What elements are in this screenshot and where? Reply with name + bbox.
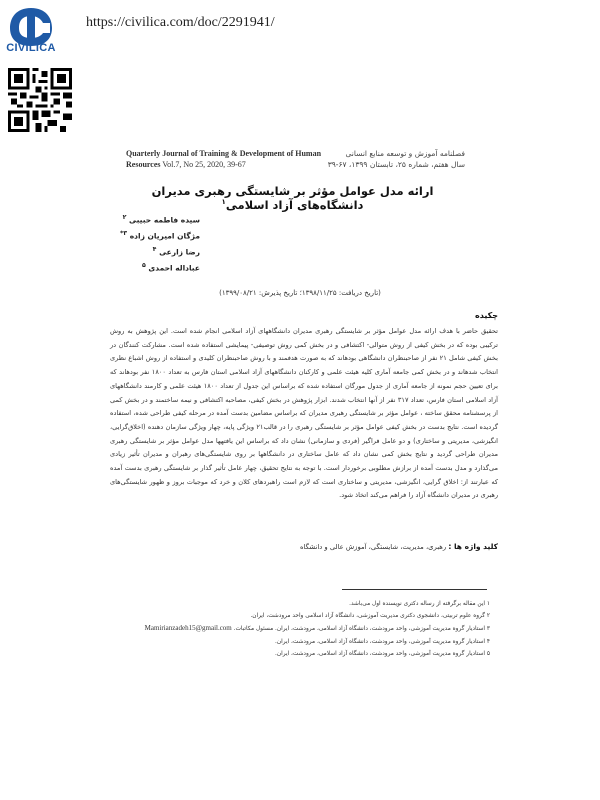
author — [100, 259, 200, 275]
author-name: سیده فاطمه حبیبی — [129, 215, 200, 225]
footnote-divider — [342, 589, 487, 590]
author-note: ۳* — [120, 230, 128, 237]
title-footnote-ref: ۱ — [221, 198, 226, 207]
journal-issue-en: Vol.7, No 25, 2020, 39-67 — [162, 160, 246, 169]
qr-code-icon — [8, 68, 72, 132]
keywords-label: کلید واژه ها : — [448, 542, 498, 551]
received-accepted-dates: (تاریخ دریافت: ۱۳۹۸/۱۱/۲۵؛ تاریخ پذیرش: ۱۳۹۹/۰۸/۲۱) — [219, 289, 381, 297]
author-note: ۲ — [122, 214, 127, 221]
author-list — [100, 211, 200, 275]
footnote-text: استادیار گروه مدیریت آموزشی، واحد مرودشت، دانشگاه آزاد اسلامی، مرودشت، ایران. مسئول مکاتبات. — [233, 626, 486, 633]
journal-header-en — [126, 148, 326, 170]
footnote-text: گروه علوم تربیتی، دانشجوی دکتری مدیریت آموزشی، دانشگاه آزاد اسلامی واحد مرودشت، ایران. — [250, 613, 486, 620]
keywords-value: رهبری، مدیریت، شایستگی، آموزش عالی و دانشگاه — [300, 543, 447, 551]
journal-name-fa: فصلنامه آموزش و توسعه منابع انسانی — [345, 149, 465, 158]
author-name: رضا زارعی — [159, 247, 200, 257]
footnote-text: استادیار گروه مدیریت آموزشی، واحد مرودشت، دانشگاه آزاد اسلامی، مرودشت، ایران. — [275, 638, 486, 645]
abstract-text: تحقیق حاضر با هدف ارائه مدل عوامل مؤثر بر شایستگی رهبری مدیران دانشگاههای آزاد اسلامی انجام شده است. این پژوهش به روش ترکیبی بوده که در بخش کیفی از روش متوالی- اکتشافی و در بخش کمی روش توصیفی- پیمایشی استفاده شده است. مشارکت کنندگان در بخش کیفی شامل ۲۱ نفر از صاحبنظران دانشگاهی بودهاند که به صورت هدفمند و با روش صاحبنظران کلیدی و استفاده از روش اشباع نظری انتخاب شدهاند و در بخش کمی جامعه آماری کلیه هیئت علمی و کارکنان دانشگاههای آزاد اسلامی استان فارس به تعداد ۱۸۰۰ نفر بودهاند که برای تعیین حجم نمونه از جامعه آماری از جدول مورگان استفاده شده که براساس این جدول از تعداد ۱۸۰۰ هیئت علمی و کارمند دانشگاههای آزاد اسلامی استان فارس، تعداد ۳۱۷ نفر از آنها انتخاب شدند. ابزار پژوهش در بخش کیفی، مصاحبه اکتشافی و نیمه ساختمند و در بخش کمی از پرسشنامه محقق ساخته ، عوامل مؤثر بر شایستگی رهبری مدیران که براساس مضامین بدست آمده در مرحله کیفی طراحی شده، استفاده گردیده است. نتایج بدست در بخش کیفی عوامل مؤثر بر شایستگی رهبری را در قالب۲۱ ویژگی پایه، چهار ویژگی سازمان دهنده (اخلاق‌گرایی، انگیزشی، مدیریتی و ساختاری) و دو عامل فراگیر (فردی و سازمانی) نشان داد که براساس این یافتهها مدل عوامل مؤثر بر شایستگی رهبری مدیران طراحی گردید و نتایج بخش کمی نشان داد که عامل ساختاری در دانشگاهها بر روی شایستگی‌های رهبران و مدیران تأثیر زیادی می‌گذارد و مدل بدست آمده از برازش مطلوبی برخوردار است. با توجه به نتایج تحقیق، چهار عامل تأثیر گذار بر شایستگی رهبری بدست آمده که عبارتند از: اخلاق گرایی، انگیزشی، مدیریتی و ساختاری است که لازم است راهبردهای کلان و خرد که موجبات بروز و ظهور شایستگی‌های رهبری در مدیران دانشگاه آزاد را فراهم می‌کند اتخاذ شود. — [110, 327, 499, 500]
author-name: عباداله احمدی — [148, 263, 200, 273]
footnote — [120, 622, 490, 635]
author-note: ۴ — [152, 246, 157, 253]
journal-name-en: Quarterly Journal of Training & Development of Human Resources — [126, 149, 322, 169]
journal-header-fa — [300, 148, 465, 170]
author — [100, 243, 200, 259]
footnote-number: ۵ — [486, 650, 490, 657]
corresponding-email[interactable]: Mamirianzadeh15@gmail.com — [144, 624, 232, 633]
footnote — [120, 636, 490, 648]
footnote — [120, 648, 490, 660]
footnote-number: ۲ — [486, 613, 490, 620]
author — [100, 227, 200, 243]
footnote — [120, 598, 490, 610]
footnote-number: ۳ — [486, 626, 490, 633]
article-title-block — [120, 184, 465, 212]
document-url-link[interactable]: https://civilica.com/doc/2291941/ — [86, 15, 275, 30]
footnote-number: ۴ — [486, 638, 490, 645]
abstract-heading: چکیده — [474, 311, 498, 320]
author-name: مژگان امیریان زاده — [129, 231, 200, 241]
footnote-number: ۱ — [486, 601, 490, 607]
author — [100, 211, 200, 227]
article-title: ارائه مدل عوامل مؤثر بر شایستگی رهبری مدیران دانشگاه‌های آزاد اسلامی — [151, 184, 434, 212]
journal-issue-fa: سال هفتم، شماره ۲۵، تابستان ۱۳۹۹، ۶۷-۳۹ — [327, 160, 465, 169]
keywords-line — [110, 542, 498, 551]
author-note: ۵ — [141, 262, 146, 269]
footnote — [120, 610, 490, 622]
logo-text: CIVILICA — [6, 42, 56, 54]
footnote-text: استادیار گروه مدیریت آموزشی، واحد مرودشت، دانشگاه آزاد اسلامی، مرودشت، ایران. — [275, 650, 486, 657]
footnote-text: این مقاله برگرفته از رساله دکتری نویسنده اول می‌باشد. — [349, 601, 486, 607]
footnotes — [120, 598, 490, 660]
